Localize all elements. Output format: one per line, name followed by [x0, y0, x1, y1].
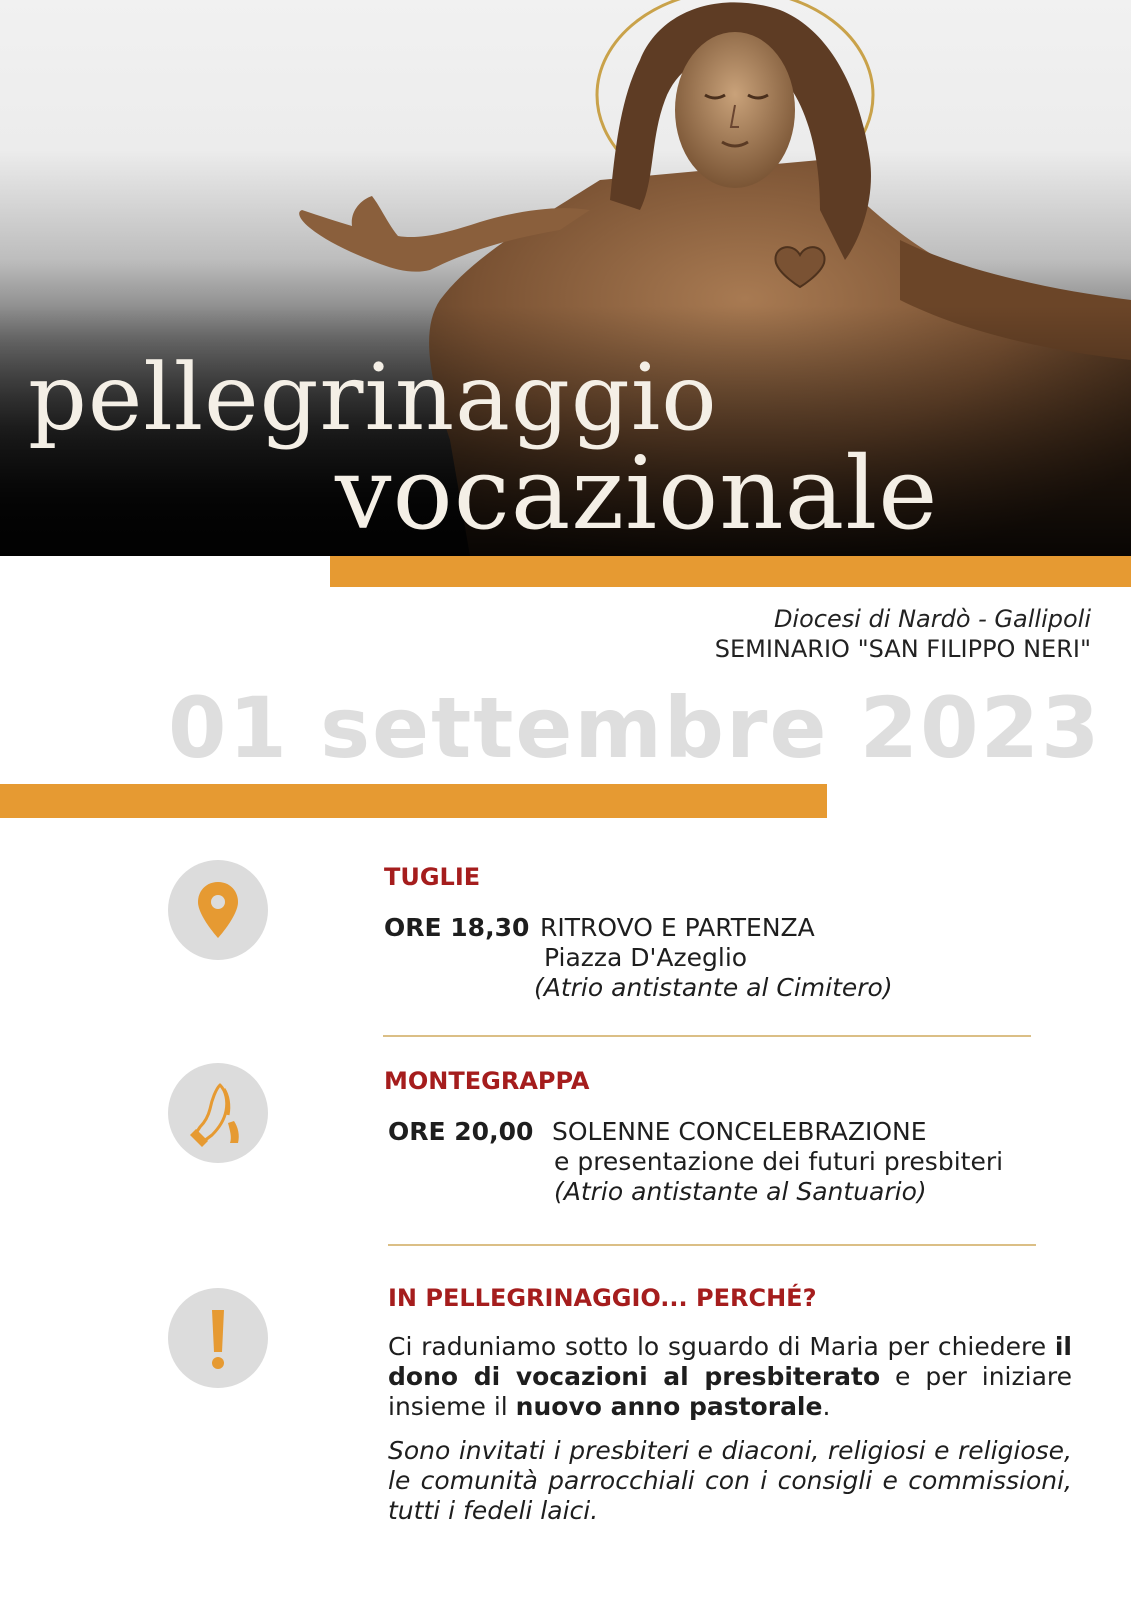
event-tuglie-line2: Piazza D'Azeglio — [544, 943, 748, 972]
divider-2 — [388, 1244, 1036, 1246]
event-tuglie-line3: (Atrio antistante al Cimitero) — [534, 973, 893, 1002]
location-pin-icon — [168, 860, 268, 960]
exclamation-icon — [168, 1288, 268, 1388]
time-tuglie: ORE 18,30 — [384, 913, 530, 942]
section-title-montegrappa: MONTEGRAPPA — [384, 1067, 590, 1095]
section-title-tuglie: TUGLIE — [384, 863, 481, 891]
event-tuglie-line1: RITROVO E PARTENZA — [540, 913, 815, 942]
divider-1 — [383, 1035, 1031, 1037]
why-text-highlight2: nuovo anno pastorale — [515, 1392, 823, 1421]
invitation-paragraph: Sono invitati i presbiteri e diaconi, religiosi e religiose, le comunità parrocchiali con i consigli e commissioni, tutti i fedeli laici. — [388, 1436, 1072, 1525]
praying-hands-icon — [168, 1063, 268, 1163]
title-line-2: vocazionale — [335, 435, 939, 552]
event-montegrappa-line2: e presentazione dei futuri presbiteri — [554, 1147, 1004, 1176]
event-date: 01 settembre 2023 — [168, 679, 1102, 777]
diocese-label: Diocesi di Nardò - Gallipoli — [773, 605, 1091, 633]
seminary-label: SEMINARIO "SAN FILIPPO NERI" — [714, 635, 1091, 663]
hero-banner — [0, 0, 1131, 556]
why-text-part1: Ci raduniamo sotto lo sguardo di Maria per chiedere — [388, 1332, 1055, 1361]
event-montegrappa-line1: SOLENNE CONCELEBRAZIONE — [552, 1117, 927, 1146]
why-text-part2: e per iniziare insieme il — [388, 1362, 1072, 1421]
section-title-why: IN PELLEGRINAGGIO... PERCHÉ? — [388, 1284, 817, 1312]
accent-bar-middle — [0, 784, 827, 818]
event-montegrappa-line3: (Atrio antistante al Santuario) — [554, 1177, 927, 1206]
time-montegrappa: ORE 20,00 — [388, 1117, 534, 1146]
accent-bar-top — [330, 556, 1131, 587]
title-line-1: pellegrinaggio — [28, 344, 718, 451]
why-paragraph — [388, 1332, 1072, 1422]
why-text-end: . — [822, 1392, 831, 1421]
why-text-highlight1: il dono di vocazioni al presbiterato — [388, 1332, 1072, 1391]
